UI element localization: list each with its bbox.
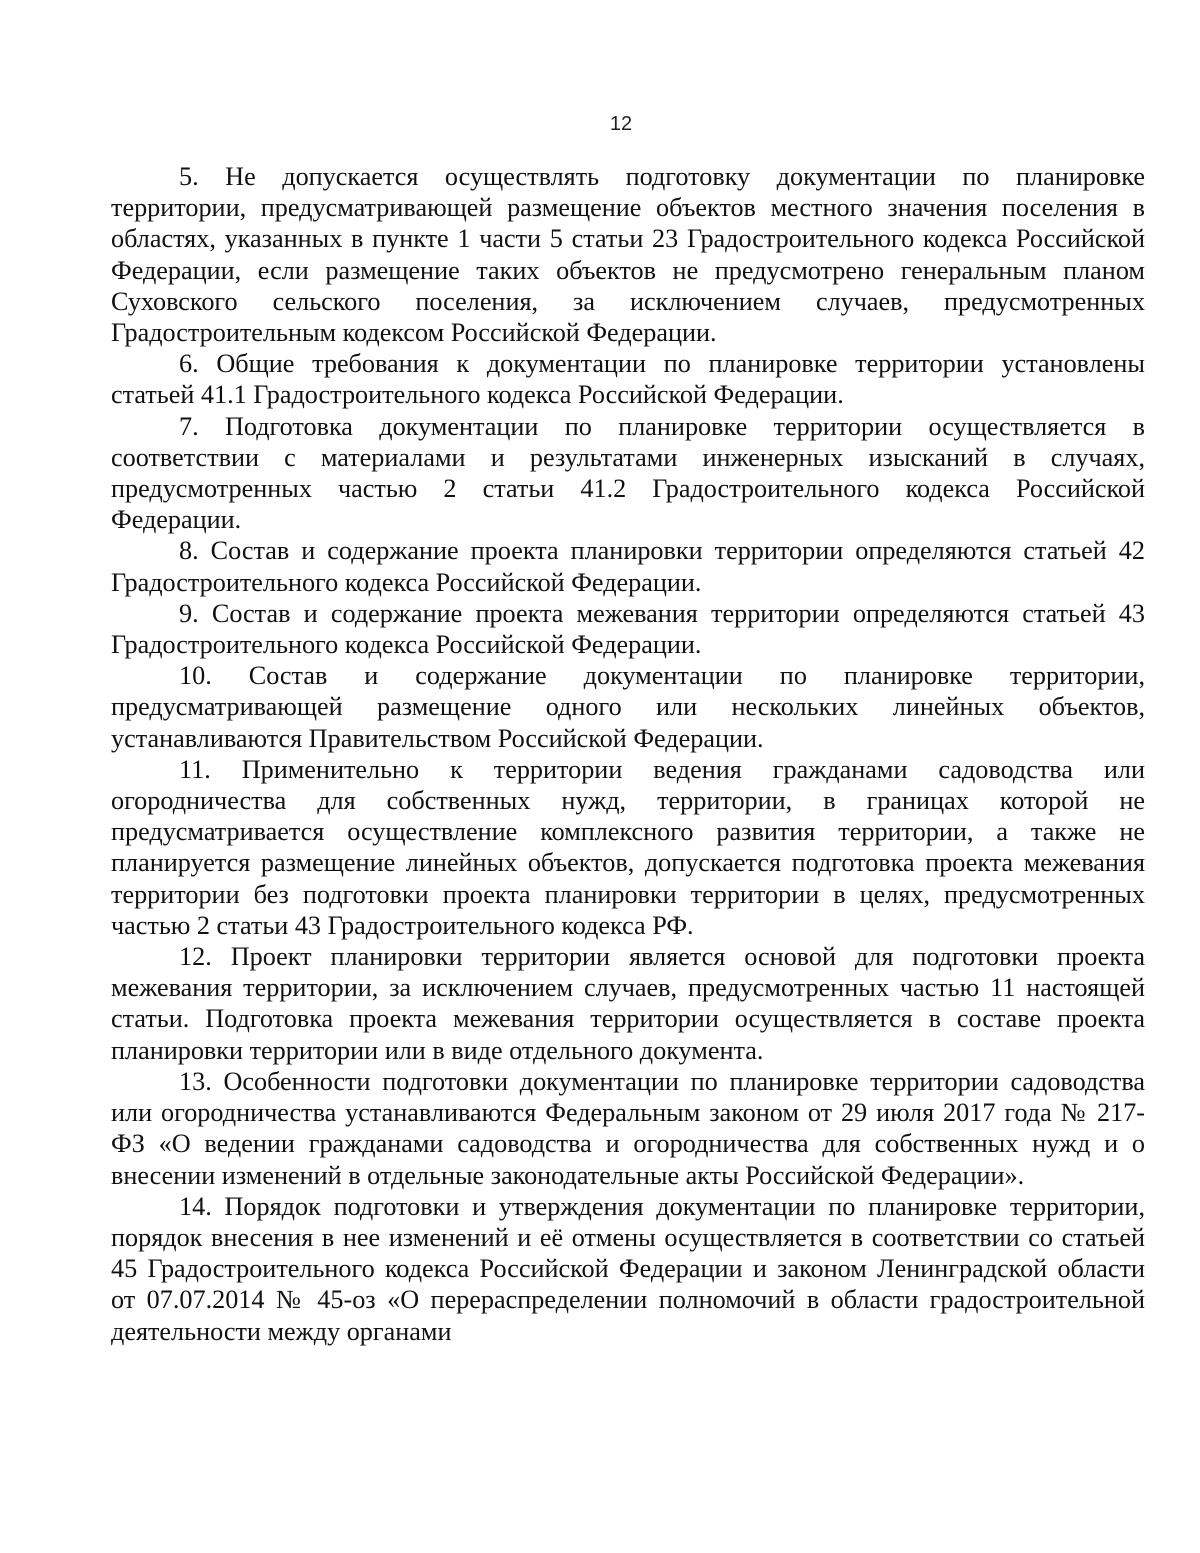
paragraph-10: 10. Состав и содержание документации по планировке территории, предусматривающей размещение одного или нескольких линейных объектов, устанавливаются Правительством Российской Федерации. (111, 661, 1145, 753)
paragraph-14: 14. Порядок подготовки и утверждения документации по планировке территории, порядок внесения в нее изменений и её отмены осуществляется в соответствии со статьей 45 Градостроительного кодекса Российской Федерации и законом Ленинградской области от 07.07.2014 № 45-оз «О перераспределении полномочий в области градостроительной деятельности между органами (111, 1191, 1145, 1346)
paragraph-7: 7. Подготовка документации по планировке территории осуществляется в соответствии с материалами и результатами инженерных изысканий в случаях, предусмотренных частью 2 статьи 41.2 Градостроительного кодекса Российской Федерации. (111, 411, 1145, 535)
paragraph-9: 9. Состав и содержание проекта межевания территории определяются статьей 43 Градостроительного кодекса Российской Федерации. (111, 598, 1145, 660)
paragraph-12: 12. Проект планировки территории является основой для подготовки проекта межевания территории, за исключением случаев, предусмотренных частью 11 настоящей статьи. Подготовка проекта межевания территории осуществляется в составе проекта планировки территории или в виде отдельного документа. (111, 942, 1145, 1065)
paragraph-11: 11. Применительно к территории ведения гражданами садоводства или огородничества для собственных нужд, территории, в границах которой не предусматривается осуществление комплексного развития территории, а также не планируется размещение линейных объектов, допускается подготовка проекта межевания территории без подготовки проекта планировки территории в целях, предусмотренных частью 2 статьи 43 Градостроительного кодекса РФ. (111, 754, 1145, 940)
paragraph-8: 8. Состав и содержание проекта планировки территории определяются статьей 42 Градостроительного кодекса Российской Федерации. (111, 536, 1145, 597)
document-body (111, 161, 1145, 1347)
paragraph-6: 6. Общие требования к документации по планировке территории установлены статьей 41.1 Градостроительного кодекса Российской Федерации. (111, 349, 1145, 410)
paragraph-13: 13. Особенности подготовки документации по планировке территории садоводства или огородничества устанавливаются Федеральным законом от 29 июля 2017 года № 217-ФЗ «О ведении гражданами садоводства и огородничества для собственных нужд и о внесении изменений в отдельные законодательные акты Российской Федерации». (111, 1066, 1145, 1190)
paragraph-5: 5. Не допускается осуществлять подготовку документации по планировке территории, предусматривающей размещение объектов местного значения поселения в областях, указанных в пункте 1 части 5 статьи 23 Градостроительного кодекса Российской Федерации, если размещение таких объектов не предусмотрено генеральным планом Суховского сельского поселения, за исключением случаев, предусмотренных Градостроительным кодексом Российской Федерации. (111, 162, 1145, 348)
page-number: 12 (609, 113, 633, 135)
